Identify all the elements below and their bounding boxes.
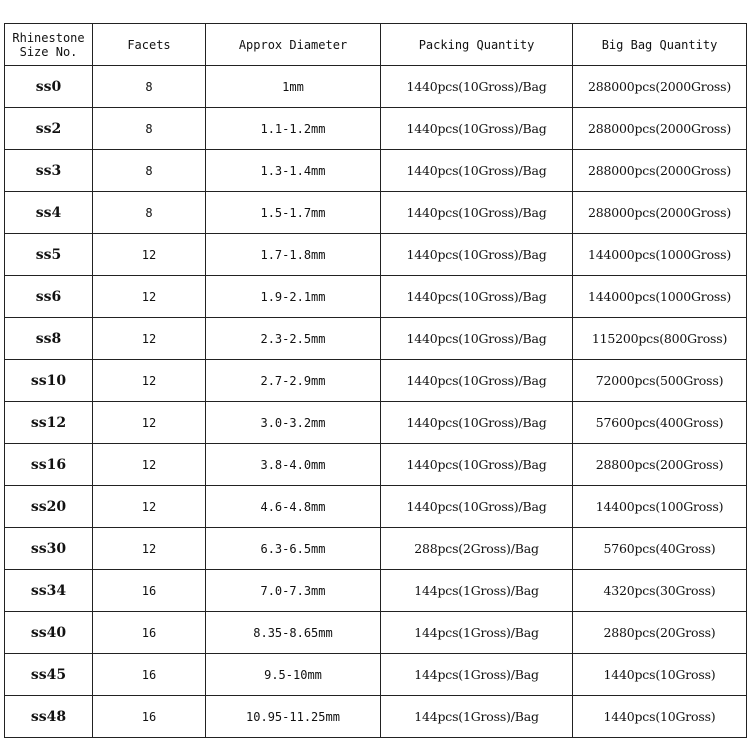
packing-quantity-cell: 144pcs(1Gross)/Bag	[381, 696, 573, 738]
table-body	[5, 66, 747, 738]
header-facets: Facets	[93, 24, 206, 66]
header-packing-quantity: Packing Quantity	[381, 24, 573, 66]
big-bag-quantity-cell: 144000pcs(1000Gross)	[573, 276, 747, 318]
size-no-cell: ss4	[5, 192, 93, 234]
packing-quantity-cell: 1440pcs(10Gross)/Bag	[381, 360, 573, 402]
size-no-cell: ss6	[5, 276, 93, 318]
facets-cell: 16	[93, 696, 206, 738]
table-row	[5, 276, 747, 318]
rhinestone-size-table-container	[4, 23, 746, 738]
diameter-cell: 1.1-1.2mm	[206, 108, 381, 150]
table-row	[5, 654, 747, 696]
size-no-cell: ss34	[5, 570, 93, 612]
packing-quantity-cell: 144pcs(1Gross)/Bag	[381, 612, 573, 654]
diameter-cell: 10.95-11.25mm	[206, 696, 381, 738]
size-no-cell: ss20	[5, 486, 93, 528]
facets-cell: 12	[93, 360, 206, 402]
packing-quantity-cell: 288pcs(2Gross)/Bag	[381, 528, 573, 570]
facets-cell: 12	[93, 444, 206, 486]
table-header-row	[5, 24, 747, 66]
diameter-cell: 1.9-2.1mm	[206, 276, 381, 318]
table-row	[5, 234, 747, 276]
facets-cell: 12	[93, 402, 206, 444]
packing-quantity-cell: 1440pcs(10Gross)/Bag	[381, 402, 573, 444]
diameter-cell: 2.3-2.5mm	[206, 318, 381, 360]
facets-cell: 16	[93, 612, 206, 654]
size-no-cell: ss8	[5, 318, 93, 360]
big-bag-quantity-cell: 57600pcs(400Gross)	[573, 402, 747, 444]
table-row	[5, 108, 747, 150]
big-bag-quantity-cell: 288000pcs(2000Gross)	[573, 66, 747, 108]
facets-cell: 12	[93, 528, 206, 570]
header-size-no: Rhinestone Size No.	[5, 24, 93, 66]
diameter-cell: 3.8-4.0mm	[206, 444, 381, 486]
diameter-cell: 8.35-8.65mm	[206, 612, 381, 654]
big-bag-quantity-cell: 14400pcs(100Gross)	[573, 486, 747, 528]
packing-quantity-cell: 1440pcs(10Gross)/Bag	[381, 192, 573, 234]
facets-cell: 12	[93, 276, 206, 318]
rhinestone-size-table	[4, 23, 747, 738]
table-row	[5, 570, 747, 612]
table-row	[5, 444, 747, 486]
packing-quantity-cell: 1440pcs(10Gross)/Bag	[381, 486, 573, 528]
diameter-cell: 1.5-1.7mm	[206, 192, 381, 234]
diameter-cell: 1mm	[206, 66, 381, 108]
table-row	[5, 696, 747, 738]
diameter-cell: 4.6-4.8mm	[206, 486, 381, 528]
table-row	[5, 612, 747, 654]
facets-cell: 12	[93, 234, 206, 276]
header-big-bag-quantity: Big Bag Quantity	[573, 24, 747, 66]
facets-cell: 12	[93, 486, 206, 528]
big-bag-quantity-cell: 1440pcs(10Gross)	[573, 654, 747, 696]
facets-cell: 8	[93, 66, 206, 108]
facets-cell: 8	[93, 108, 206, 150]
size-no-cell: ss3	[5, 150, 93, 192]
big-bag-quantity-cell: 72000pcs(500Gross)	[573, 360, 747, 402]
big-bag-quantity-cell: 28800pcs(200Gross)	[573, 444, 747, 486]
table-row	[5, 318, 747, 360]
size-no-cell: ss48	[5, 696, 93, 738]
diameter-cell: 3.0-3.2mm	[206, 402, 381, 444]
facets-cell: 16	[93, 654, 206, 696]
table-row	[5, 192, 747, 234]
packing-quantity-cell: 144pcs(1Gross)/Bag	[381, 570, 573, 612]
packing-quantity-cell: 1440pcs(10Gross)/Bag	[381, 66, 573, 108]
big-bag-quantity-cell: 1440pcs(10Gross)	[573, 696, 747, 738]
size-no-cell: ss40	[5, 612, 93, 654]
size-no-cell: ss10	[5, 360, 93, 402]
packing-quantity-cell: 1440pcs(10Gross)/Bag	[381, 444, 573, 486]
diameter-cell: 6.3-6.5mm	[206, 528, 381, 570]
size-no-cell: ss0	[5, 66, 93, 108]
diameter-cell: 7.0-7.3mm	[206, 570, 381, 612]
diameter-cell: 1.3-1.4mm	[206, 150, 381, 192]
size-no-cell: ss45	[5, 654, 93, 696]
facets-cell: 8	[93, 192, 206, 234]
header-approx-diameter: Approx Diameter	[206, 24, 381, 66]
diameter-cell: 1.7-1.8mm	[206, 234, 381, 276]
table-row	[5, 486, 747, 528]
big-bag-quantity-cell: 288000pcs(2000Gross)	[573, 192, 747, 234]
big-bag-quantity-cell: 288000pcs(2000Gross)	[573, 108, 747, 150]
diameter-cell: 9.5-10mm	[206, 654, 381, 696]
size-no-cell: ss5	[5, 234, 93, 276]
big-bag-quantity-cell: 4320pcs(30Gross)	[573, 570, 747, 612]
big-bag-quantity-cell: 115200pcs(800Gross)	[573, 318, 747, 360]
table-row	[5, 528, 747, 570]
facets-cell: 12	[93, 318, 206, 360]
size-no-cell: ss12	[5, 402, 93, 444]
table-row	[5, 360, 747, 402]
packing-quantity-cell: 144pcs(1Gross)/Bag	[381, 654, 573, 696]
size-no-cell: ss16	[5, 444, 93, 486]
table-row	[5, 66, 747, 108]
size-no-cell: ss30	[5, 528, 93, 570]
big-bag-quantity-cell: 5760pcs(40Gross)	[573, 528, 747, 570]
packing-quantity-cell: 1440pcs(10Gross)/Bag	[381, 318, 573, 360]
size-no-cell: ss2	[5, 108, 93, 150]
big-bag-quantity-cell: 288000pcs(2000Gross)	[573, 150, 747, 192]
packing-quantity-cell: 1440pcs(10Gross)/Bag	[381, 234, 573, 276]
table-row	[5, 150, 747, 192]
packing-quantity-cell: 1440pcs(10Gross)/Bag	[381, 150, 573, 192]
big-bag-quantity-cell: 144000pcs(1000Gross)	[573, 234, 747, 276]
facets-cell: 16	[93, 570, 206, 612]
facets-cell: 8	[93, 150, 206, 192]
big-bag-quantity-cell: 2880pcs(20Gross)	[573, 612, 747, 654]
packing-quantity-cell: 1440pcs(10Gross)/Bag	[381, 276, 573, 318]
packing-quantity-cell: 1440pcs(10Gross)/Bag	[381, 108, 573, 150]
table-row	[5, 402, 747, 444]
diameter-cell: 2.7-2.9mm	[206, 360, 381, 402]
